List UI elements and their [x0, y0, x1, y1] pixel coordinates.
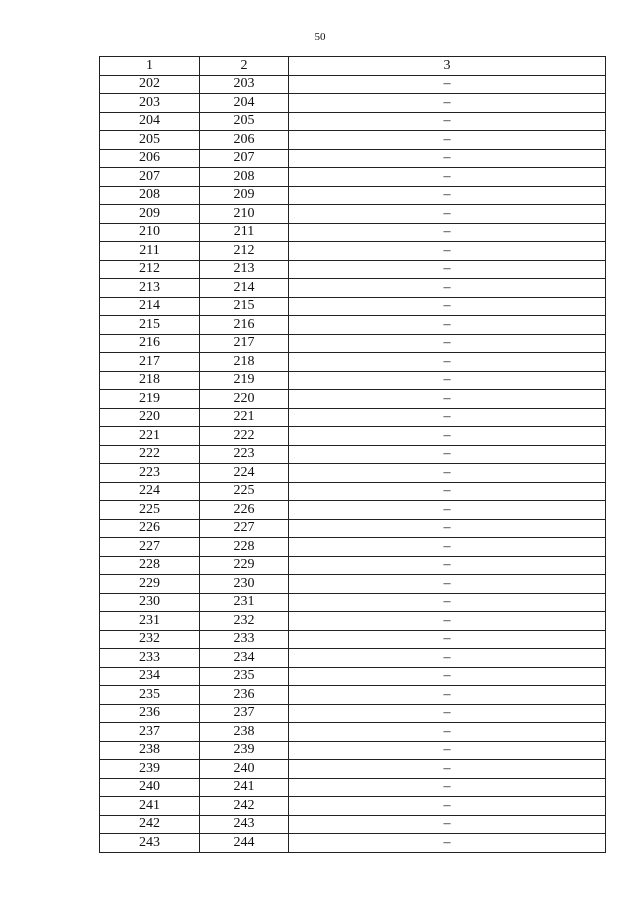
table-row [100, 279, 606, 298]
table-cell-col-2: 204 [200, 94, 289, 113]
table-cell-col-1: 223 [100, 464, 200, 483]
table-cell-col-2: 238 [200, 723, 289, 742]
table-row [100, 205, 606, 224]
table-cell-col-2: 213 [200, 260, 289, 279]
table-body [100, 75, 606, 852]
table-cell-col-3: – [289, 538, 606, 557]
table-cell-col-2: 221 [200, 408, 289, 427]
table-cell-col-2: 239 [200, 741, 289, 760]
table-cell-col-3: – [289, 519, 606, 538]
table-row [100, 168, 606, 187]
table-cell-col-3: – [289, 445, 606, 464]
table-row [100, 649, 606, 668]
table-cell-col-3: – [289, 649, 606, 668]
table-cell-col-2: 228 [200, 538, 289, 557]
table-cell-col-2: 223 [200, 445, 289, 464]
table-cell-col-1: 225 [100, 501, 200, 520]
table-cell-col-2: 235 [200, 667, 289, 686]
table-cell-col-1: 224 [100, 482, 200, 501]
table-row [100, 353, 606, 372]
table-cell-col-1: 210 [100, 223, 200, 242]
table-cell-col-2: 212 [200, 242, 289, 261]
table-row [100, 834, 606, 853]
table-cell-col-1: 212 [100, 260, 200, 279]
table-row [100, 334, 606, 353]
table-cell-col-2: 216 [200, 316, 289, 335]
table-cell-col-2: 225 [200, 482, 289, 501]
table-cell-col-1: 215 [100, 316, 200, 335]
table-header-row [100, 57, 606, 76]
table-row [100, 593, 606, 612]
table-cell-col-2: 236 [200, 686, 289, 705]
table-cell-col-3: – [289, 427, 606, 446]
table-row [100, 556, 606, 575]
table-row [100, 760, 606, 779]
table-row [100, 464, 606, 483]
table-cell-col-3: – [289, 760, 606, 779]
table-row [100, 408, 606, 427]
table-cell-col-3: – [289, 186, 606, 205]
table-cell-col-1: 231 [100, 612, 200, 631]
table-row [100, 723, 606, 742]
table-row [100, 686, 606, 705]
table-cell-col-1: 220 [100, 408, 200, 427]
table-cell-col-3: – [289, 834, 606, 853]
table-cell-col-1: 204 [100, 112, 200, 131]
table-cell-col-1: 226 [100, 519, 200, 538]
table-cell-col-1: 232 [100, 630, 200, 649]
table-cell-col-1: 237 [100, 723, 200, 742]
table-row [100, 186, 606, 205]
page-number: 50 [314, 31, 326, 43]
table-cell-col-1: 222 [100, 445, 200, 464]
table-cell-col-3: – [289, 815, 606, 834]
table-cell-col-1: 202 [100, 75, 200, 94]
table-row [100, 260, 606, 279]
table-cell-col-2: 214 [200, 279, 289, 298]
table-cell-col-1: 216 [100, 334, 200, 353]
table-cell-col-2: 229 [200, 556, 289, 575]
table-cell-col-2: 240 [200, 760, 289, 779]
table-cell-col-1: 236 [100, 704, 200, 723]
data-table [99, 56, 606, 853]
table-cell-col-1: 228 [100, 556, 200, 575]
table-row [100, 242, 606, 261]
column-header-1: 1 [100, 57, 200, 76]
table-cell-col-3: – [289, 353, 606, 372]
table-cell-col-3: – [289, 704, 606, 723]
table-cell-col-3: – [289, 501, 606, 520]
table-cell-col-3: – [289, 630, 606, 649]
table-cell-col-3: – [289, 112, 606, 131]
table-cell-col-1: 218 [100, 371, 200, 390]
table-cell-col-3: – [289, 260, 606, 279]
table-row [100, 575, 606, 594]
table-cell-col-3: – [289, 223, 606, 242]
table-cell-col-1: 242 [100, 815, 200, 834]
table-row [100, 630, 606, 649]
table-row [100, 131, 606, 150]
table-cell-col-3: – [289, 593, 606, 612]
table-cell-col-2: 233 [200, 630, 289, 649]
table-cell-col-3: – [289, 686, 606, 705]
table-cell-col-2: 222 [200, 427, 289, 446]
table-row [100, 482, 606, 501]
table-cell-col-1: 203 [100, 94, 200, 113]
table-cell-col-3: – [289, 205, 606, 224]
table-cell-col-2: 231 [200, 593, 289, 612]
table-cell-col-1: 208 [100, 186, 200, 205]
table-cell-col-1: 229 [100, 575, 200, 594]
table-cell-col-3: – [289, 75, 606, 94]
table-cell-col-2: 206 [200, 131, 289, 150]
table-cell-col-3: – [289, 778, 606, 797]
table-cell-col-2: 234 [200, 649, 289, 668]
table-cell-col-2: 224 [200, 464, 289, 483]
table-row [100, 612, 606, 631]
table-cell-col-1: 219 [100, 390, 200, 409]
table-cell-col-2: 215 [200, 297, 289, 316]
table-cell-col-3: – [289, 741, 606, 760]
table-cell-col-3: – [289, 279, 606, 298]
table-cell-col-3: – [289, 667, 606, 686]
table-row [100, 297, 606, 316]
table-cell-col-2: 220 [200, 390, 289, 409]
table-cell-col-1: 234 [100, 667, 200, 686]
table-cell-col-2: 203 [200, 75, 289, 94]
table-cell-col-2: 207 [200, 149, 289, 168]
table-cell-col-3: – [289, 131, 606, 150]
table-cell-col-3: – [289, 723, 606, 742]
table-cell-col-2: 232 [200, 612, 289, 631]
table-cell-col-2: 211 [200, 223, 289, 242]
table-cell-col-2: 226 [200, 501, 289, 520]
table-row [100, 427, 606, 446]
table-row [100, 94, 606, 113]
table-cell-col-3: – [289, 556, 606, 575]
table-cell-col-2: 230 [200, 575, 289, 594]
table-cell-col-3: – [289, 316, 606, 335]
table-cell-col-3: – [289, 242, 606, 261]
table-row [100, 149, 606, 168]
table-row [100, 390, 606, 409]
table-cell-col-2: 241 [200, 778, 289, 797]
table-cell-col-2: 237 [200, 704, 289, 723]
table-cell-col-3: – [289, 149, 606, 168]
table-row [100, 778, 606, 797]
table-cell-col-2: 219 [200, 371, 289, 390]
table-row [100, 519, 606, 538]
table-cell-col-3: – [289, 390, 606, 409]
table-row [100, 371, 606, 390]
table-cell-col-3: – [289, 482, 606, 501]
table-cell-col-1: 214 [100, 297, 200, 316]
table-row [100, 667, 606, 686]
table-cell-col-3: – [289, 464, 606, 483]
table-cell-col-1: 235 [100, 686, 200, 705]
table-cell-col-2: 208 [200, 168, 289, 187]
table-cell-col-1: 241 [100, 797, 200, 816]
column-header-2: 2 [200, 57, 289, 76]
table-cell-col-1: 217 [100, 353, 200, 372]
table-cell-col-1: 209 [100, 205, 200, 224]
table-cell-col-1: 230 [100, 593, 200, 612]
column-header-3: 3 [289, 57, 606, 76]
table-cell-col-2: 227 [200, 519, 289, 538]
table-row [100, 501, 606, 520]
table-cell-col-3: – [289, 612, 606, 631]
table-row [100, 112, 606, 131]
table-cell-col-2: 244 [200, 834, 289, 853]
table-cell-col-3: – [289, 334, 606, 353]
table-row [100, 741, 606, 760]
table-cell-col-1: 221 [100, 427, 200, 446]
table-cell-col-2: 210 [200, 205, 289, 224]
table-cell-col-3: – [289, 168, 606, 187]
table-row [100, 223, 606, 242]
table-cell-col-1: 207 [100, 168, 200, 187]
table-cell-col-2: 218 [200, 353, 289, 372]
table-row [100, 797, 606, 816]
table-cell-col-1: 233 [100, 649, 200, 668]
table-cell-col-1: 240 [100, 778, 200, 797]
table-cell-col-3: – [289, 575, 606, 594]
table-cell-col-2: 217 [200, 334, 289, 353]
table-cell-col-3: – [289, 797, 606, 816]
table-row [100, 75, 606, 94]
table-cell-col-1: 211 [100, 242, 200, 261]
table-cell-col-1: 238 [100, 741, 200, 760]
table-row [100, 445, 606, 464]
table-cell-col-1: 213 [100, 279, 200, 298]
table-row [100, 815, 606, 834]
table-cell-col-1: 243 [100, 834, 200, 853]
table-cell-col-2: 243 [200, 815, 289, 834]
table-cell-col-2: 242 [200, 797, 289, 816]
table-cell-col-2: 205 [200, 112, 289, 131]
table-cell-col-3: – [289, 94, 606, 113]
table-cell-col-3: – [289, 297, 606, 316]
table-row [100, 538, 606, 557]
table-cell-col-1: 206 [100, 149, 200, 168]
table-cell-col-1: 205 [100, 131, 200, 150]
table-cell-col-3: – [289, 371, 606, 390]
table-cell-col-2: 209 [200, 186, 289, 205]
table-cell-col-1: 239 [100, 760, 200, 779]
table-cell-col-1: 227 [100, 538, 200, 557]
table-row [100, 316, 606, 335]
table-cell-col-3: – [289, 408, 606, 427]
table-row [100, 704, 606, 723]
